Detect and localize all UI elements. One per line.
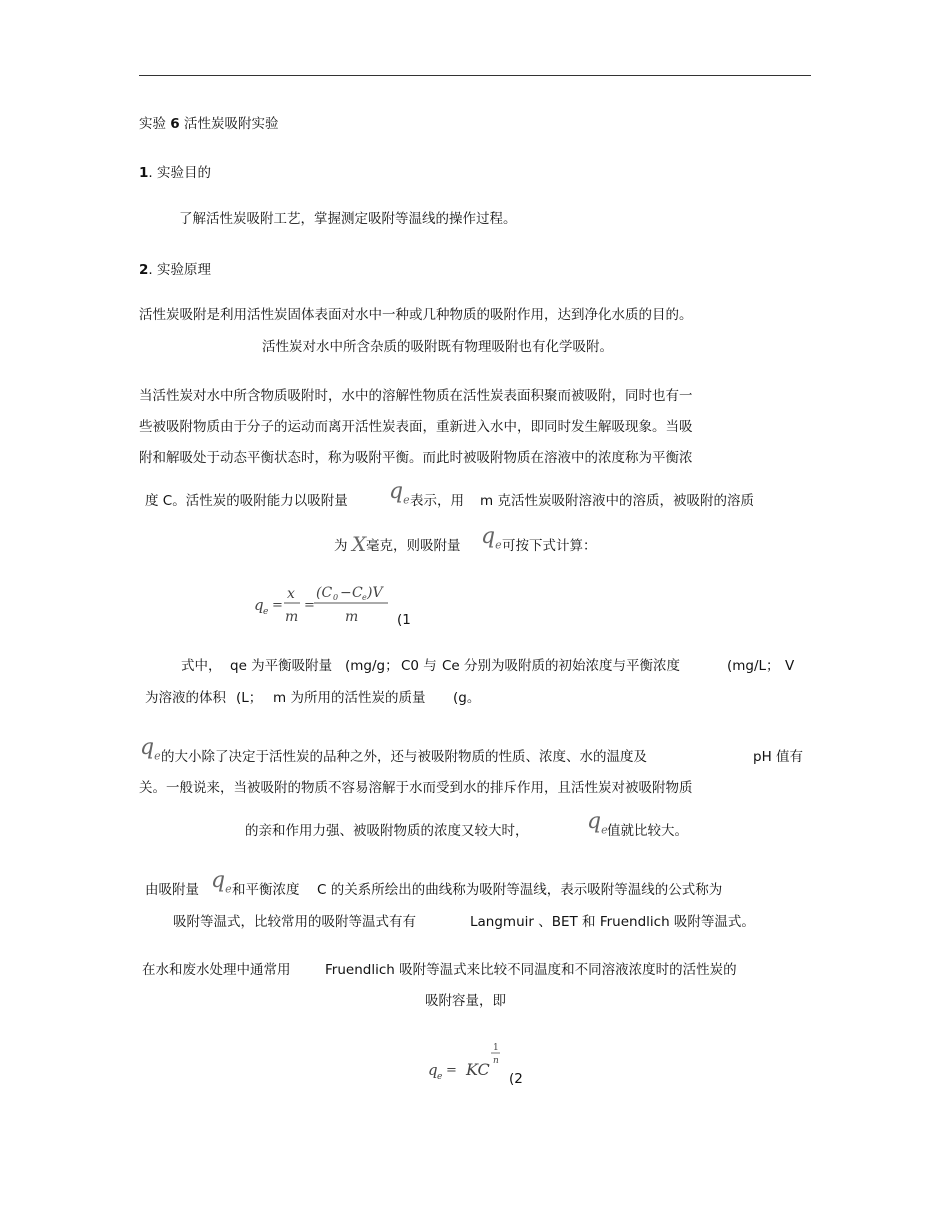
- paragraph-text: (mg/g；: [345, 658, 399, 674]
- paragraph-text: 式中，: [181, 658, 222, 674]
- section-heading-1: 1. 实验目的: [139, 165, 211, 181]
- svg-text:m: m: [285, 609, 299, 625]
- qe-symbol: $q_e$: [389, 479, 410, 507]
- svg-text:e: e: [437, 1072, 443, 1082]
- equation-number: (1: [397, 612, 411, 628]
- paragraph-text: 的大小除了决定于活性炭的品种之外，还与被吸附物质的性质、浓度、水的温度及: [161, 749, 647, 765]
- equation-2: [424, 1038, 514, 1088]
- paragraph-line: 关。一般说来，当被吸附的物质不容易溶解于水而受到水的排斥作用，且活性炭对被吸附物质: [139, 780, 693, 796]
- svg-text:e: e: [362, 593, 367, 602]
- paragraph-text: (g。: [453, 690, 481, 706]
- equation-number: (2: [509, 1071, 523, 1087]
- paragraph-text: Langmuir 、BET 和 Fruendlich 吸附等温式。: [470, 914, 755, 930]
- svg-text:x: x: [287, 586, 295, 602]
- svg-text:m: m: [345, 609, 359, 625]
- svg-text:KC: KC: [466, 1060, 490, 1079]
- paragraph-text: pH 值有: [753, 749, 804, 765]
- document-title: 实验 6 活性炭吸附实验: [139, 116, 279, 132]
- svg-text:(C: (C: [316, 585, 333, 601]
- svg-text:=: =: [446, 1063, 457, 1078]
- paragraph-text: 的亲和作用力强、被吸附物质的浓度又较大时，: [245, 823, 529, 839]
- qe-symbol: $q_e$: [481, 524, 502, 552]
- svg-text:=: =: [304, 598, 315, 613]
- paragraph-text: C 的关系所绘出的曲线称为吸附等温线，表示吸附等温线的公式称为: [317, 882, 723, 898]
- svg-text:0: 0: [333, 593, 339, 602]
- paragraph-text: qe 为平衡吸附量: [230, 658, 333, 674]
- svg-text:)V: )V: [367, 585, 383, 601]
- paragraph-text: 由吸附量: [145, 882, 199, 898]
- paragraph-text: 吸附等温式，比较常用的吸附等温式有有: [173, 914, 416, 930]
- paragraph-text: 在水和废水处理中通常用: [142, 962, 291, 978]
- paragraph-text: 吸附容量，即: [425, 993, 506, 1009]
- qe-symbol: $q_e$: [140, 735, 161, 763]
- paragraph-line: 度 C。活性炭的吸附能力以吸附量: [145, 493, 348, 509]
- paragraph-text: (mg/L；: [727, 658, 780, 674]
- paragraph-line: 当活性炭对水中所含物质吸附时，水中的溶解性物质在活性炭表面积聚而被吸附，同时也有一: [139, 388, 693, 404]
- paragraph-purpose: 了解活性炭吸附工艺，掌握测定吸附等温线的操作过程。: [179, 211, 517, 227]
- svg-text:C: C: [352, 585, 363, 601]
- paragraph-text: m 克活性炭吸附溶液中的溶质，被吸附的溶质: [480, 493, 754, 509]
- paragraph-principle-1: 活性炭吸附是利用活性炭固体表面对水中一种或几种物质的吸附作用，达到净化水质的目的。: [139, 307, 693, 323]
- svg-text:−: −: [340, 585, 352, 601]
- paragraph-line: 些被吸附物质由于分子的运动而离开活性炭表面，重新进入水中，即同时发生解吸现象。当吸: [139, 419, 693, 435]
- paragraph-text: 为: [334, 538, 348, 554]
- paragraph-text: 和平衡浓度: [232, 882, 300, 898]
- svg-text:q: q: [428, 1061, 438, 1079]
- x-symbol: X: [352, 532, 367, 556]
- paragraph-text: 可按下式计算：: [502, 538, 597, 554]
- paragraph-text: 表示，用: [410, 493, 464, 509]
- paragraph-text: C0 与: [401, 658, 437, 674]
- svg-text:n: n: [493, 1056, 499, 1066]
- header-rule: [139, 75, 811, 76]
- paragraph-text: Fruendlich 吸附等温式来比较不同温度和不同溶液浓度时的活性炭的: [325, 962, 737, 978]
- paragraph-text: 毫克，则吸附量: [366, 538, 461, 554]
- paragraph-text: V: [785, 658, 795, 674]
- paragraph-line: 附和解吸处于动态平衡状态时，称为吸附平衡。而此时被吸附物质在溶液中的浓度称为平衡浓: [139, 450, 693, 466]
- qe-symbol: $q_e$: [211, 868, 232, 896]
- svg-text:=: =: [272, 598, 283, 613]
- paragraph-text: 值就比较大。: [607, 823, 688, 839]
- qe-symbol: $q_e$: [587, 809, 608, 837]
- paragraph-text: Ce 分别为吸附质的初始浓度与平衡浓度: [442, 658, 681, 674]
- equation-1: [248, 578, 398, 628]
- paragraph-text: m 为所用的活性炭的质量: [273, 690, 426, 706]
- paragraph-principle-2: 活性炭对水中所含杂质的吸附既有物理吸附也有化学吸附。: [262, 339, 613, 355]
- paragraph-text: (L；: [236, 690, 263, 706]
- paragraph-text: 为溶液的体积: [145, 690, 226, 706]
- svg-text:q: q: [254, 596, 264, 614]
- section-heading-2: 2. 实验原理: [139, 262, 211, 278]
- svg-text:e: e: [263, 607, 269, 617]
- svg-text:1: 1: [493, 1043, 499, 1053]
